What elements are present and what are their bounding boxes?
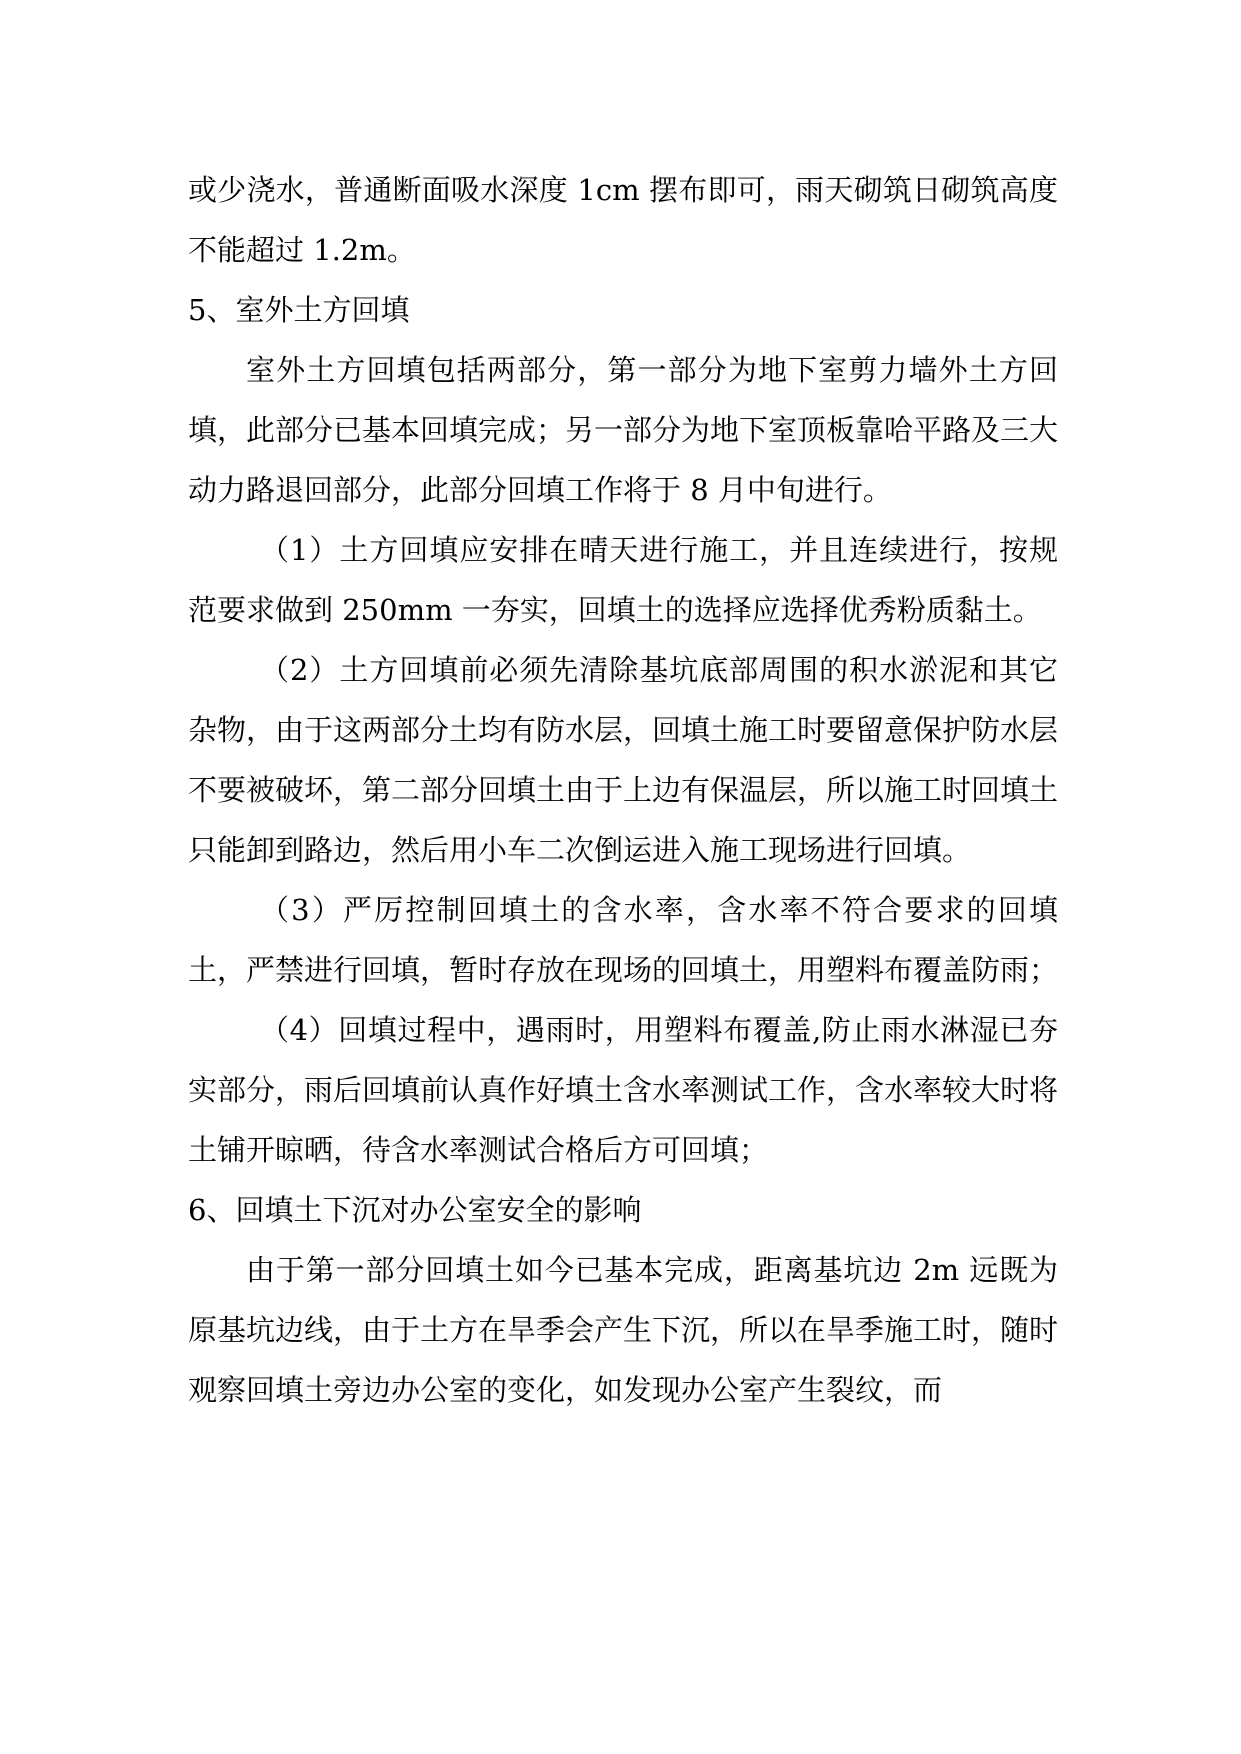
list-item-4: （4）回填过程中，遇雨时，用塑料布覆盖,防止雨水淋湿已夯实部分，雨后回填前认真作好填土含水率测试工作，含水率较大时将土铺开晾晒，待含水率测试合格后方可回填； <box>188 1013 1059 1167</box>
list-item-1: （1）土方回填应安排在晴天进行施工，并且连续进行，按规范要求做到 250mm 一夯实，回填土的选择应选择优秀粉质黏土。 <box>188 533 1058 627</box>
list-item-2: （2）土方回填前必须先清除基坑底部周围的积水淤泥和其它杂物，由于这两部分土均有防水层，回填土施工时要留意保护防水层不要被破坏，第二部分回填土由于上边有保温层，所以施工时回填土只能卸到路边，然后用小车二次倒运进入施工现场进行回填。 <box>188 653 1059 867</box>
paragraph-continuation: 或少浇水，普通断面吸水深度 1cm 摆布即可，雨天砌筑日砌筑高度不能超过 1.2m。 <box>188 173 1058 267</box>
document-body <box>188 160 1058 1420</box>
section-heading-6: 6、回填土下沉对办公室安全的影响 <box>188 1193 642 1227</box>
section-heading-5: 5、室外土方回填 <box>188 293 410 327</box>
paragraph-backfill-intro: 室外土方回填包括两部分，第一部分为地下室剪力墙外土方回填，此部分已基本回填完成；另一部分为地下室顶板靠哈平路及三大动力路退回部分，此部分回填工作将于 8 月中旬进行。 <box>188 353 1059 507</box>
list-item-3: （3）严厉控制回填土的含水率，含水率不符合要求的回填土，严禁进行回填，暂时存放在现场的回填土，用塑料布覆盖防雨； <box>188 893 1059 987</box>
paragraph-settlement: 由于第一部分回填土如今已基本完成，距离基坑边 2m 远既为原基坑边线，由于土方在旱季会产生下沉，所以在旱季施工时，随时观察回填土旁边办公室的变化，如发现办公室产生裂纹，而 <box>188 1253 1059 1407</box>
